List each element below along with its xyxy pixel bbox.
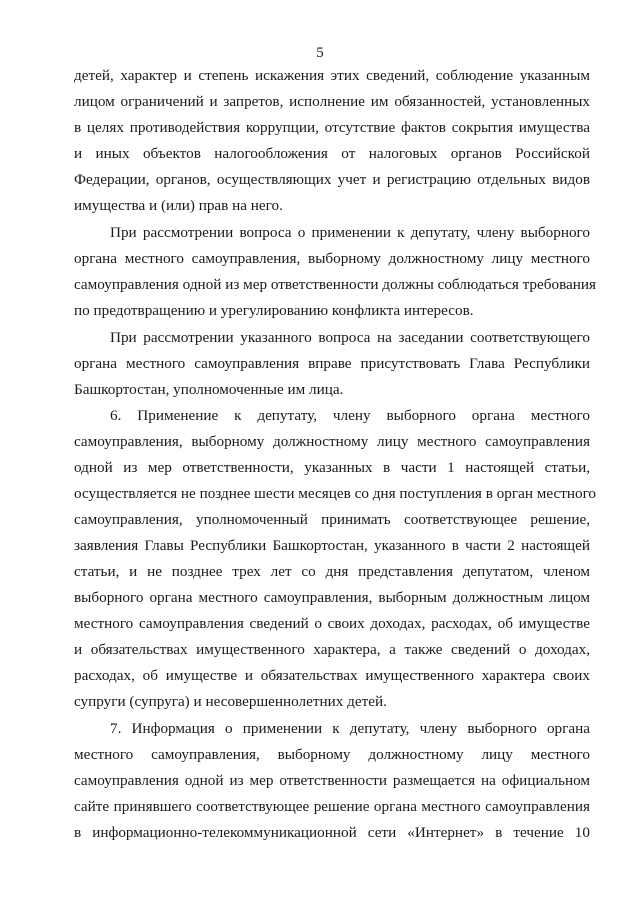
text-line: выборного органа местного самоуправления, выборным должностным лицом: [74, 589, 590, 606]
text-line: статьи, и не позднее трех лет со дня представления депутатом, членом: [74, 563, 590, 580]
text-line: детей, характер и степень искажения этих сведений, соблюдение указанным: [74, 67, 590, 84]
text-line: самоуправления, уполномоченный принимать соответствующее решение,: [74, 511, 590, 528]
text-line: имущества и (или) прав на него.: [74, 197, 283, 214]
text-line: При рассмотрении вопроса о применении к депутату, члену выборного: [110, 224, 590, 241]
text-line: самоуправления, выборному должностному лицу местного самоуправления: [74, 433, 590, 450]
text-line: Башкортостан, уполномоченные им лица.: [74, 381, 344, 398]
text-line: в информационно-телекоммуникационной сети «Интернет» в течение 10: [74, 824, 590, 841]
text-line: Федерации, органов, осуществляющих учет и регистрацию отдельных видов: [74, 171, 590, 188]
text-line: сайте принявшего соответствующее решение органа местного самоуправления: [74, 798, 590, 815]
text-line: местного самоуправления сведений о своих доходах, расходах, об имуществе: [74, 615, 590, 632]
text-line: расходах, об имуществе и обязательствах имущественного характера своих: [74, 667, 590, 684]
text-line: по предотвращению и урегулированию конфликта интересов.: [74, 302, 474, 319]
text-line: местного самоуправления, выборному должностному лицу местного: [74, 746, 590, 763]
text-line: одной из мер ответственности, указанных в части 1 настоящей статьи,: [74, 459, 590, 476]
text-line: При рассмотрении указанного вопроса на заседании соответствующего: [110, 329, 590, 346]
text-line: супруги (супруга) и несовершеннолетних детей.: [74, 693, 387, 710]
page-number: 5: [316, 45, 324, 61]
text-line: 6. Применение к депутату, члену выборного органа местного: [110, 407, 590, 424]
text-line: органа местного самоуправления вправе присутствовать Глава Республики: [74, 355, 590, 372]
text-line: самоуправления одной из мер ответственности размещается на официальном: [74, 772, 590, 789]
text-line: самоуправления одной из мер ответственности должны соблюдаться требования: [74, 276, 597, 293]
text-line: заявления Главы Республики Башкортостан, указанного в части 2 настоящей: [74, 537, 590, 554]
text-line: 7. Информация о применении к депутату, члену выборного органа: [110, 720, 590, 737]
text-line: осуществляется не позднее шести месяцев со дня поступления в орган местного: [74, 485, 597, 502]
text-line: лицом ограничений и запретов, исполнение им обязанностей, установленных: [74, 93, 590, 110]
text-line: и обязательствах имущественного характера, а также сведений о доходах,: [74, 641, 590, 658]
text-line: в целях противодействия коррупции, отсутствие фактов сокрытия имущества: [74, 119, 590, 136]
text-line: органа местного самоуправления, выборному должностному лицу местного: [74, 250, 590, 267]
text-line: и иных объектов налогообложения от налоговых органов Российской: [74, 145, 590, 162]
